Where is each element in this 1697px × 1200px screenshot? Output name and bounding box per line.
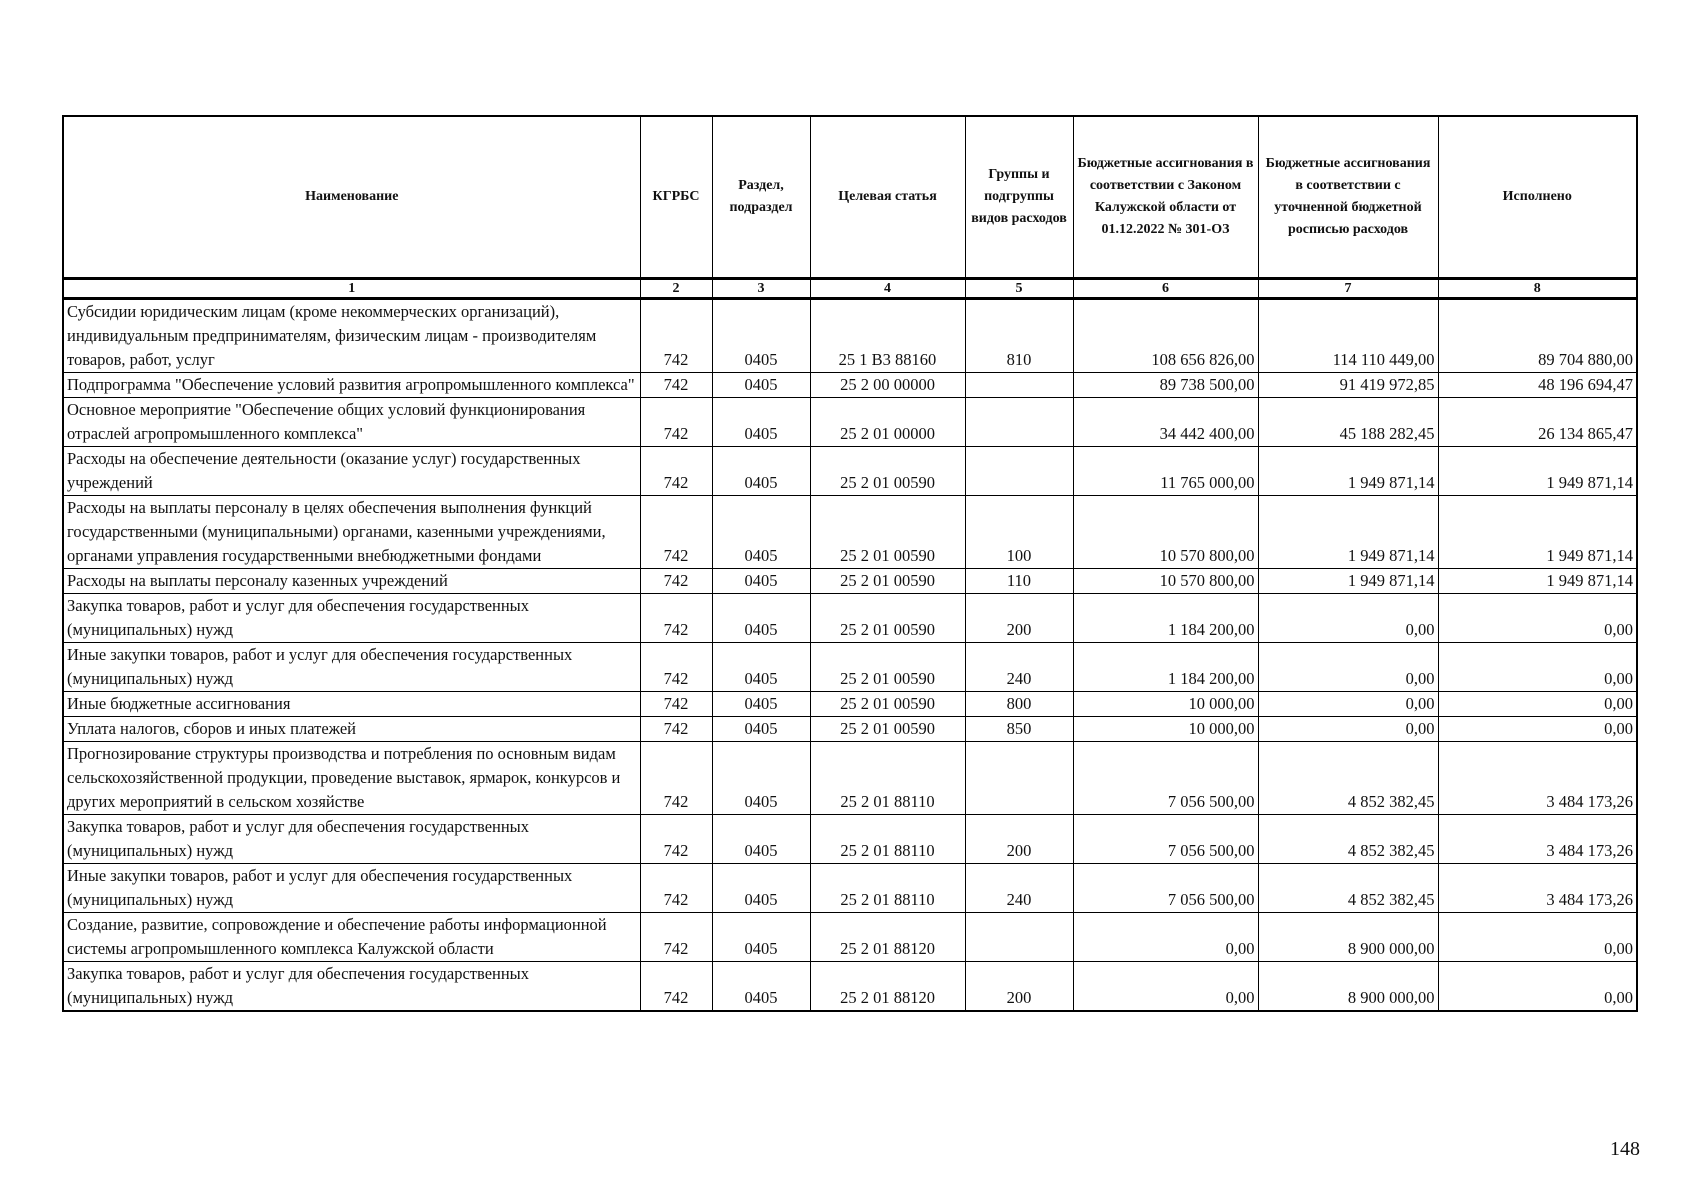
row-expense-group: 810 (965, 299, 1073, 373)
row-refined-amount: 0,00 (1258, 692, 1438, 717)
row-name: Прогнозирование структуры производства и потребления по основным видам сельскохозяйственной продукции, проведение выставок, ярмарок, конкурсов и других мероприятий в сельском хозяйстве (63, 742, 640, 815)
row-executed-amount: 26 134 865,47 (1438, 398, 1637, 447)
table-row (63, 569, 1637, 594)
row-refined-amount: 4 852 382,45 (1258, 742, 1438, 815)
row-expense-group: 200 (965, 594, 1073, 643)
row-target-article: 25 2 01 00590 (810, 496, 965, 569)
row-name: Создание, развитие, сопровождение и обеспечение работы информационной системы агропромышленного комплекса Калужской области (63, 913, 640, 962)
table-row (63, 398, 1637, 447)
row-expense-group (965, 742, 1073, 815)
row-executed-amount: 0,00 (1438, 717, 1637, 742)
table-row (63, 496, 1637, 569)
row-section: 0405 (712, 447, 810, 496)
row-section: 0405 (712, 864, 810, 913)
header-row (63, 116, 1637, 279)
table-row (63, 447, 1637, 496)
row-refined-amount: 0,00 (1258, 717, 1438, 742)
row-refined-amount: 1 949 871,14 (1258, 569, 1438, 594)
row-target-article: 25 2 01 88110 (810, 742, 965, 815)
row-target-article: 25 2 01 00000 (810, 398, 965, 447)
row-section: 0405 (712, 913, 810, 962)
row-expense-group: 240 (965, 643, 1073, 692)
row-expense-group (965, 373, 1073, 398)
column-number: 5 (965, 279, 1073, 299)
row-section: 0405 (712, 962, 810, 1012)
row-refined-amount: 45 188 282,45 (1258, 398, 1438, 447)
row-target-article: 25 2 01 00590 (810, 594, 965, 643)
row-kgrbs: 742 (640, 962, 712, 1012)
row-refined-amount: 1 949 871,14 (1258, 496, 1438, 569)
table-row (63, 373, 1637, 398)
table-row (63, 962, 1637, 1012)
page-number: 148 (1610, 1138, 1640, 1160)
row-executed-amount: 3 484 173,26 (1438, 815, 1637, 864)
header-executed: Исполнено (1438, 116, 1637, 279)
row-name: Расходы на выплаты персоналу в целях обеспечения выполнения функций государственными (муниципальными) органами, казенными учреждениями, органами управления государственными внебюджетными фондами (63, 496, 640, 569)
column-number: 7 (1258, 279, 1438, 299)
row-target-article: 25 2 01 00590 (810, 569, 965, 594)
row-law-amount: 34 442 400,00 (1073, 398, 1258, 447)
row-executed-amount: 0,00 (1438, 643, 1637, 692)
row-kgrbs: 742 (640, 864, 712, 913)
row-target-article: 25 2 01 88110 (810, 864, 965, 913)
row-refined-amount: 8 900 000,00 (1258, 913, 1438, 962)
table-row (63, 692, 1637, 717)
row-section: 0405 (712, 496, 810, 569)
row-refined-amount: 114 110 449,00 (1258, 299, 1438, 373)
column-number: 8 (1438, 279, 1637, 299)
row-target-article: 25 2 00 00000 (810, 373, 965, 398)
header-section: Раздел, подраздел (712, 116, 810, 279)
row-expense-group: 200 (965, 815, 1073, 864)
row-law-amount: 7 056 500,00 (1073, 815, 1258, 864)
table-row (63, 815, 1637, 864)
row-name: Подпрограмма "Обеспечение условий развития агропромышленного комплекса" (63, 373, 640, 398)
row-target-article: 25 2 01 00590 (810, 447, 965, 496)
row-executed-amount: 1 949 871,14 (1438, 569, 1637, 594)
row-executed-amount: 3 484 173,26 (1438, 864, 1637, 913)
row-target-article: 25 2 01 00590 (810, 692, 965, 717)
row-law-amount: 11 765 000,00 (1073, 447, 1258, 496)
row-kgrbs: 742 (640, 717, 712, 742)
row-name: Иные бюджетные ассигнования (63, 692, 640, 717)
row-kgrbs: 742 (640, 594, 712, 643)
row-kgrbs: 742 (640, 299, 712, 373)
table-row (63, 299, 1637, 373)
row-executed-amount: 0,00 (1438, 692, 1637, 717)
row-law-amount: 10 000,00 (1073, 717, 1258, 742)
row-section: 0405 (712, 692, 810, 717)
row-law-amount: 7 056 500,00 (1073, 864, 1258, 913)
row-name: Основное мероприятие "Обеспечение общих условий функционирования отраслей агропромышленного комплекса" (63, 398, 640, 447)
table-row (63, 913, 1637, 962)
row-name: Расходы на выплаты персоналу казенных учреждений (63, 569, 640, 594)
row-executed-amount: 3 484 173,26 (1438, 742, 1637, 815)
row-executed-amount: 48 196 694,47 (1438, 373, 1637, 398)
table-row (63, 742, 1637, 815)
row-kgrbs: 742 (640, 496, 712, 569)
column-number: 4 (810, 279, 965, 299)
row-refined-amount: 0,00 (1258, 643, 1438, 692)
row-kgrbs: 742 (640, 913, 712, 962)
row-kgrbs: 742 (640, 373, 712, 398)
row-expense-group: 800 (965, 692, 1073, 717)
header-name: Наименование (63, 116, 640, 279)
table-row (63, 717, 1637, 742)
row-refined-amount: 4 852 382,45 (1258, 864, 1438, 913)
row-kgrbs: 742 (640, 398, 712, 447)
row-refined-amount: 1 949 871,14 (1258, 447, 1438, 496)
row-section: 0405 (712, 815, 810, 864)
row-law-amount: 0,00 (1073, 962, 1258, 1012)
table-row (63, 864, 1637, 913)
row-executed-amount: 89 704 880,00 (1438, 299, 1637, 373)
row-refined-amount: 8 900 000,00 (1258, 962, 1438, 1012)
column-number: 1 (63, 279, 640, 299)
column-number: 6 (1073, 279, 1258, 299)
budget-table (62, 115, 1638, 1012)
row-law-amount: 10 570 800,00 (1073, 569, 1258, 594)
row-name: Уплата налогов, сборов и иных платежей (63, 717, 640, 742)
header-kgrbs: КГРБС (640, 116, 712, 279)
row-target-article: 25 2 01 00590 (810, 717, 965, 742)
row-law-amount: 10 000,00 (1073, 692, 1258, 717)
row-kgrbs: 742 (640, 643, 712, 692)
row-section: 0405 (712, 643, 810, 692)
row-expense-group: 100 (965, 496, 1073, 569)
row-target-article: 25 2 01 00590 (810, 643, 965, 692)
row-refined-amount: 4 852 382,45 (1258, 815, 1438, 864)
row-section: 0405 (712, 299, 810, 373)
row-kgrbs: 742 (640, 692, 712, 717)
row-law-amount: 89 738 500,00 (1073, 373, 1258, 398)
row-expense-group: 240 (965, 864, 1073, 913)
row-name: Субсидии юридическим лицам (кроме некоммерческих организаций), индивидуальным предпринимателям, физическим лицам - производителям товаров, работ, услуг (63, 299, 640, 373)
header-refined: Бюджетные ассигнования в соответствии с уточненной бюджетной росписью расходов (1258, 116, 1438, 279)
row-law-amount: 108 656 826,00 (1073, 299, 1258, 373)
row-law-amount: 10 570 800,00 (1073, 496, 1258, 569)
row-law-amount: 7 056 500,00 (1073, 742, 1258, 815)
row-name: Иные закупки товаров, работ и услуг для обеспечения государственных (муниципальных) нужд (63, 643, 640, 692)
row-expense-group: 110 (965, 569, 1073, 594)
row-section: 0405 (712, 569, 810, 594)
row-executed-amount: 0,00 (1438, 913, 1637, 962)
column-number: 3 (712, 279, 810, 299)
row-target-article: 25 2 01 88110 (810, 815, 965, 864)
row-kgrbs: 742 (640, 569, 712, 594)
row-executed-amount: 0,00 (1438, 962, 1637, 1012)
row-expense-group (965, 447, 1073, 496)
column-number: 2 (640, 279, 712, 299)
column-number-row (63, 279, 1637, 299)
row-target-article: 25 2 01 88120 (810, 962, 965, 1012)
row-executed-amount: 1 949 871,14 (1438, 496, 1637, 569)
row-executed-amount: 1 949 871,14 (1438, 447, 1637, 496)
row-section: 0405 (712, 594, 810, 643)
row-kgrbs: 742 (640, 815, 712, 864)
row-name: Расходы на обеспечение деятельности (оказание услуг) государственных учреждений (63, 447, 640, 496)
header-law: Бюджетные ассигнования в соответствии с Законом Калужской области от 01.12.2022 № 301-ОЗ (1073, 116, 1258, 279)
row-executed-amount: 0,00 (1438, 594, 1637, 643)
row-section: 0405 (712, 742, 810, 815)
row-section: 0405 (712, 717, 810, 742)
table-row (63, 594, 1637, 643)
row-expense-group: 850 (965, 717, 1073, 742)
row-kgrbs: 742 (640, 447, 712, 496)
row-expense-group (965, 913, 1073, 962)
row-law-amount: 1 184 200,00 (1073, 594, 1258, 643)
row-expense-group: 200 (965, 962, 1073, 1012)
table-row (63, 643, 1637, 692)
row-target-article: 25 2 01 88120 (810, 913, 965, 962)
header-target: Целевая статья (810, 116, 965, 279)
row-law-amount: 0,00 (1073, 913, 1258, 962)
row-name: Закупка товаров, работ и услуг для обеспечения государственных (муниципальных) нужд (63, 962, 640, 1012)
row-target-article: 25 1 В3 88160 (810, 299, 965, 373)
row-section: 0405 (712, 373, 810, 398)
row-name: Иные закупки товаров, работ и услуг для обеспечения государственных (муниципальных) нужд (63, 864, 640, 913)
header-group: Группы и подгруппы видов расходов (965, 116, 1073, 279)
row-law-amount: 1 184 200,00 (1073, 643, 1258, 692)
row-kgrbs: 742 (640, 742, 712, 815)
row-refined-amount: 0,00 (1258, 594, 1438, 643)
row-section: 0405 (712, 398, 810, 447)
row-name: Закупка товаров, работ и услуг для обеспечения государственных (муниципальных) нужд (63, 594, 640, 643)
row-name: Закупка товаров, работ и услуг для обеспечения государственных (муниципальных) нужд (63, 815, 640, 864)
row-refined-amount: 91 419 972,85 (1258, 373, 1438, 398)
row-expense-group (965, 398, 1073, 447)
